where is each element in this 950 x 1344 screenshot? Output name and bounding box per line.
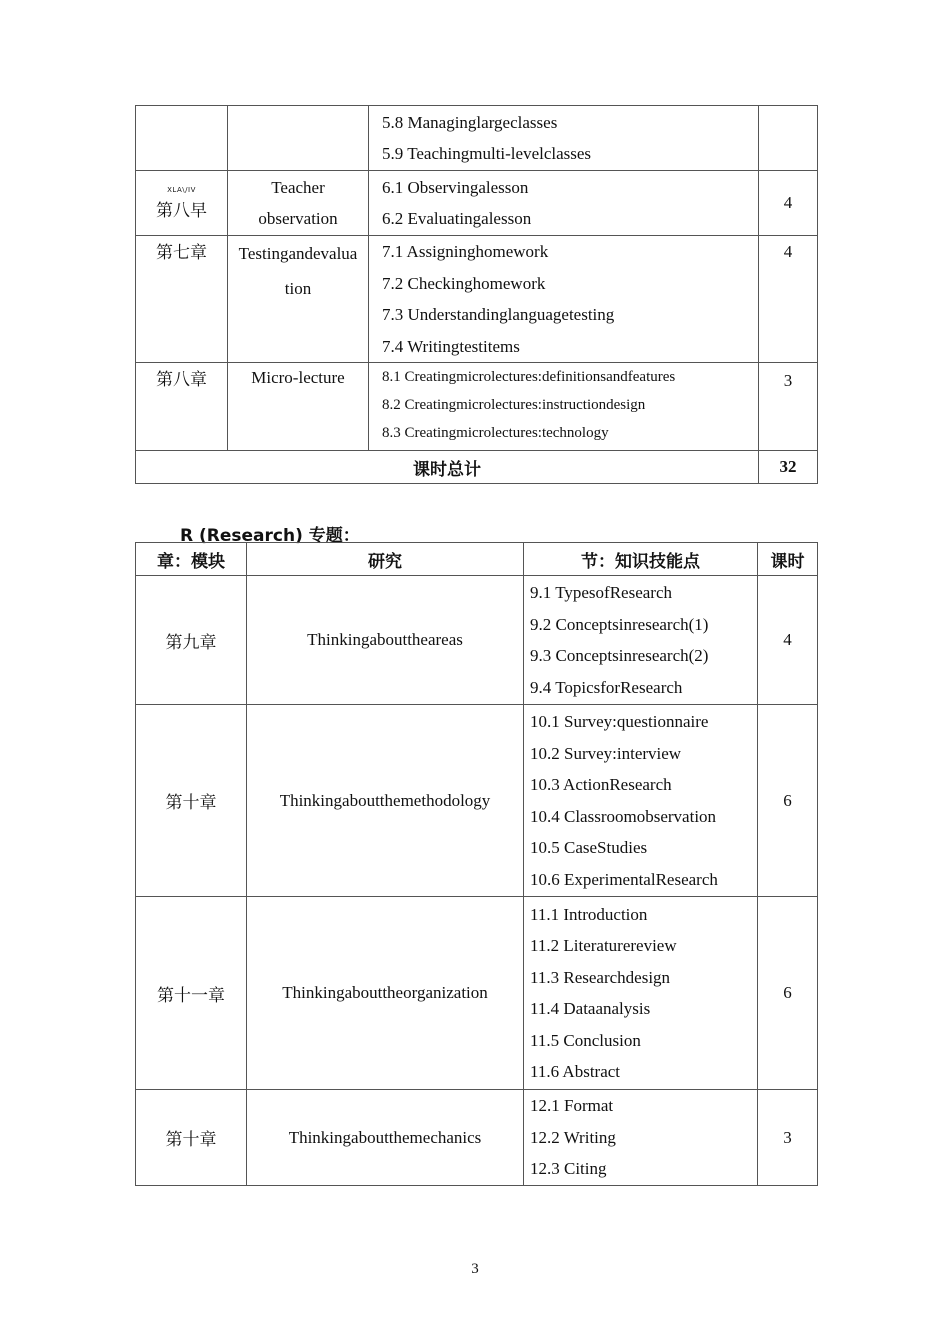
module-cell: Micro-lecture xyxy=(228,363,369,451)
table-row xyxy=(136,236,818,363)
section-item: 8.3 Creatingmicrolectures:technology xyxy=(382,425,609,441)
table-row xyxy=(136,897,818,1090)
module-line: Teacher xyxy=(271,177,325,197)
section-item: 12.1 Format xyxy=(530,1096,614,1116)
section-item: 6.1 Observingalesson xyxy=(382,177,529,197)
table-row xyxy=(136,171,818,236)
module-cell: Thinkingaboutthemethodology xyxy=(247,705,524,897)
section-item: 11.1 Introduction xyxy=(530,904,648,924)
research-section-title: R (Research) 专题： xyxy=(180,526,360,546)
course-table-continued xyxy=(135,105,818,484)
module-cell xyxy=(228,236,369,363)
total-label: 课时总计 xyxy=(136,451,759,484)
section-item: 9.2 Conceptsinresearch(1) xyxy=(530,614,709,634)
hours-cell: 4 xyxy=(759,236,818,363)
section-item: 9.3 Conceptsinresearch(2) xyxy=(530,646,709,665)
chapter-cell: 第十章 xyxy=(136,705,247,897)
chapter-label: 第八早 xyxy=(156,200,207,221)
header-hours: 课时 xyxy=(758,543,818,576)
hours-cell: 6 xyxy=(758,705,818,897)
module-cell xyxy=(228,106,369,171)
section-item: 10.3 ActionResearch xyxy=(530,775,672,794)
chapter-cell xyxy=(136,106,228,171)
chapter-cell: 第十章 xyxy=(136,1090,247,1186)
module-line: Testingandevalua xyxy=(238,244,358,263)
section-item: 7.3 Understandinglanguagetesting xyxy=(382,305,615,324)
module-cell: Thinkingaboutthemechanics xyxy=(247,1090,524,1186)
chapter-cell xyxy=(136,171,228,236)
section-item: 10.5 CaseStudies xyxy=(530,838,648,857)
chapter-cell: 第九章 xyxy=(136,576,247,705)
chapter-cell: 第七章 xyxy=(136,236,228,363)
section-item: 10.2 Survey:interview xyxy=(530,743,682,763)
module-cell xyxy=(228,171,369,236)
module-line: tion xyxy=(284,279,312,298)
section-item: 8.2 Creatingmicrolectures:instructiondesign xyxy=(382,397,646,413)
section-item: 9.1 TypesofResearch xyxy=(530,583,673,602)
sections-cell xyxy=(524,705,758,897)
section-item: 11.5 Conclusion xyxy=(530,1030,641,1050)
section-item: 11.2 Literaturereview xyxy=(530,936,677,955)
page-number: 3 xyxy=(471,1261,479,1277)
section-item: 5.9 Teachingmulti-levelclasses xyxy=(382,144,592,163)
chapter-cell: 第十一章 xyxy=(136,897,247,1090)
table-row xyxy=(136,106,818,171)
section-item: 5.8 Managinglargeclasses xyxy=(382,112,558,132)
table-row xyxy=(136,363,818,451)
table-row xyxy=(136,705,818,897)
hours-cell xyxy=(759,106,818,171)
chapter-cell: 第八章 xyxy=(136,363,228,451)
section-item: 7.2 Checkinghomework xyxy=(382,273,546,293)
section-item: 10.4 Classroomobservation xyxy=(530,806,717,826)
section-item: 11.3 Researchdesign xyxy=(530,967,671,987)
sections-cell xyxy=(524,576,758,705)
sections-cell xyxy=(369,171,759,236)
research-table xyxy=(135,542,818,1186)
module-cell: Thinkingabouttheorganization xyxy=(247,897,524,1090)
section-item: 9.4 TopicsforResearch xyxy=(530,677,683,697)
section-item: 10.1 Survey:questionnaire xyxy=(530,712,709,731)
section-item: 12.2 Writing xyxy=(530,1127,616,1147)
section-item: 10.6 ExperimentalResearch xyxy=(530,869,718,889)
sections-cell xyxy=(369,236,759,363)
hours-cell: 4 xyxy=(758,576,818,705)
table-row xyxy=(136,1090,818,1186)
sections-cell xyxy=(369,363,759,451)
section-item: 7.1 Assigninghomework xyxy=(382,242,549,261)
chapter-tiny-text: XLA\/IV xyxy=(167,185,196,194)
module-cell: Thinkingabouttheareas xyxy=(247,576,524,705)
hours-cell: 3 xyxy=(758,1090,818,1186)
header-chapter: 章：模块 xyxy=(136,543,247,576)
section-item: 11.6 Abstract xyxy=(530,1062,621,1081)
hours-cell: 3 xyxy=(759,363,818,451)
header-module: 研究 xyxy=(247,543,524,576)
section-item: 11.4 Dataanalysis xyxy=(530,999,651,1018)
sections-cell xyxy=(369,106,759,171)
header-sections: 节：知识技能点 xyxy=(524,543,758,576)
section-item: 8.1 Creatingmicrolectures:definitionsandfeatures xyxy=(382,369,676,385)
sections-cell xyxy=(524,897,758,1090)
module-line: observation xyxy=(258,209,338,228)
section-item: 12.3 Citing xyxy=(530,1159,607,1179)
hours-cell: 6 xyxy=(758,897,818,1090)
section-item: 7.4 Writingtestitems xyxy=(382,336,520,356)
hours-cell: 4 xyxy=(759,171,818,236)
sections-cell xyxy=(524,1090,758,1186)
total-value: 32 xyxy=(759,451,818,484)
section-item: 6.2 Evaluatingalesson xyxy=(382,209,532,228)
header-row xyxy=(136,543,818,576)
total-row xyxy=(136,451,818,484)
table-row xyxy=(136,576,818,705)
